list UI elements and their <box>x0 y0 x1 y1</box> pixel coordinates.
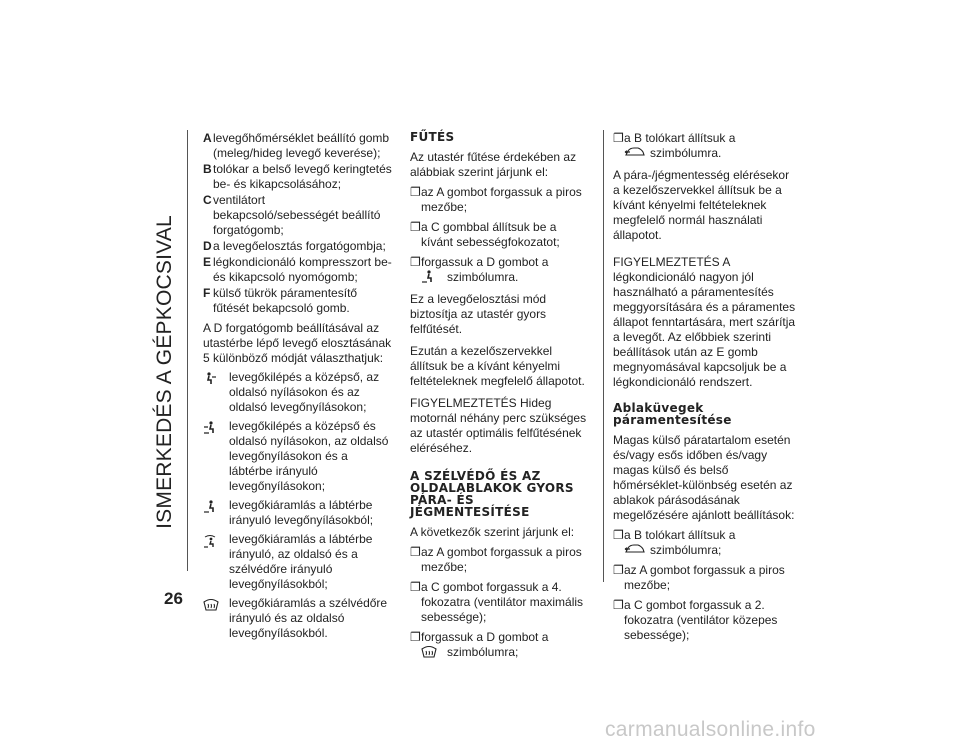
recirc-bullet-top: ❐ a B tolókart állítsuk a <box>613 131 736 145</box>
futes-bullet-2: ❐ a C gombbal állítsuk be a kívánt sebességfokozatot; <box>410 220 560 249</box>
bullet-box-icon: ❐ <box>613 563 624 577</box>
futes-para-2: Ezután a kezelőszervekkel állítsuk be a kívánt kényelmi feltételeknek megfelelő állapotot. <box>410 344 585 388</box>
ablak-bullet-1: ❐ a B tolókart állítsuk a <box>613 528 736 542</box>
fresh-air-car-icon <box>624 146 650 161</box>
szelvedo-bullet-3: ❐ forgassuk a D gombot a <box>410 630 549 644</box>
bullet-box-icon: ❐ <box>410 220 421 234</box>
bullet-box-icon: ❐ <box>613 528 624 542</box>
futes-symbol-line: szimbólumra. <box>410 270 590 285</box>
watermark-text: carmanualsonline.info <box>605 718 816 741</box>
col3-para-1: A pára-/jégmentesség elérésekor a kezelőszervekkel állítsuk be a kívánt kényelmi feltételeknek megfelelő normál használati állapotot. <box>613 168 790 242</box>
recirc-symbol-line-top: szimbólumra. <box>613 146 796 161</box>
szelvedo-bullet-1: ❐ az A gombot forgassuk a piros mezőbe; <box>410 545 582 574</box>
windshield-defrost-icon <box>421 645 447 660</box>
bullet-box-icon: ❐ <box>410 580 421 594</box>
ablak-para: Magas külső páratartalom esetén és/vagy esős időben és/vagy magas külső és belső hőmérséklet-különbség esetén az ablakok párásodásának megelőzésére ajánlott beállítások: <box>613 433 795 522</box>
mode-item-face: levegőkilépés a középső, az oldalsó nyílásokon és az oldalsó levegőnyílásokon; <box>203 370 393 415</box>
windshield-defrost-icon <box>203 596 229 641</box>
szelvedo-intro: A következők szerint járjunk el: <box>410 525 575 539</box>
szelvedo-symbol-line: szimbólumra; <box>410 645 590 660</box>
legend-item-e: E légkondicionáló kompresszort be- és kikapcsoló nyomógomb; <box>203 255 392 284</box>
heading-ablak: Ablaküvegek páramentesítése <box>613 401 732 427</box>
column-divider-right <box>603 130 604 582</box>
column-divider-left <box>187 130 188 571</box>
column-1 <box>203 131 393 641</box>
legend-item-f: F külső tükrök páramentesítő fűtését bekapcsoló gomb. <box>203 286 358 315</box>
ablak-bullet-3: ❐ a C gombot forgassuk a 2. fokozatra (ventilátor közepes sebessége); <box>613 598 778 642</box>
column-2 <box>410 131 590 660</box>
fresh-air-car-icon <box>624 543 650 558</box>
bullet-box-icon: ❐ <box>410 630 421 644</box>
bullet-box-icon: ❐ <box>410 545 421 559</box>
futes-bullet-1: ❐ az A gombot forgassuk a piros mezőbe; <box>410 185 582 214</box>
legend-item-d: D a levegőelosztás forgatógombja; <box>203 239 386 253</box>
futes-para-1: Ez a levegőelosztási mód biztosítja az utastér gyors felfűtését. <box>410 292 547 336</box>
chapter-side-title: ISMERKEDÉS A GÉPKOCSIVAL <box>153 215 176 529</box>
szelvedo-bullet-2: ❐ a C gombot forgassuk a 4. fokozatra (ventilátor maximális sebessége); <box>410 580 584 624</box>
mode-item-face-feet: levegőkilépés a középső és oldalsó nyílásokon, az oldalsó levegőnyílásokon és a lábtérbe irányuló levegőnyílásokon; <box>203 419 393 494</box>
legend-item-a: A levegőhőmérséklet beállító gomb (meleg/hideg levegő keverése); <box>203 131 390 160</box>
vent-face-icon <box>203 370 229 415</box>
futes-bullet-3: ❐ forgassuk a D gombot a <box>410 255 549 269</box>
distribution-intro: A D forgatógomb beállításával az utastérbe lépő levegő elosztásának 5 különböző módját választhatjuk: <box>203 321 392 365</box>
legend-item-b: B tolókar a belső levegő keringtetés be- és kikapcsolásához; <box>203 162 392 191</box>
bullet-box-icon: ❐ <box>613 598 624 612</box>
mode-item-feet: levegőkiáramlás a lábtérbe irányuló levegőnyílásokból; <box>203 498 393 528</box>
heading-futes: FŰTÉS <box>410 130 455 144</box>
bullet-box-icon: ❐ <box>613 131 624 145</box>
page-number: 26 <box>164 589 183 608</box>
bullet-box-icon: ❐ <box>410 255 421 269</box>
col3-warning: FIGYELMEZTETÉS A légkondicionáló nagyon jól használható a páramentesítés meggyorsítására és a páramentes állapot fenntartására, mert szárítja a levegőt. Az előbbiek szerinti beállítások után az E gomb megnyomásával kapcsoljuk be a légkondicionáló rendszert. <box>613 255 796 389</box>
heading-szelvedo: A SZÉLVÉDŐ ÉS AZ OLDALABLAKOK GYORS PÁRA- ÉS JÉGMENTESÍTÉSE <box>410 469 574 519</box>
vent-face-feet-icon <box>203 419 229 494</box>
bullet-box-icon: ❐ <box>410 185 421 199</box>
vent-feet-icon <box>421 270 447 285</box>
ablak-bullet-2: ❐ az A gombot forgassuk a piros mezőbe; <box>613 563 785 592</box>
mode-item-feet-defrost: levegőkiáramlás a lábtérbe irányuló, az oldalsó és a szélvédőre irányuló levegőnyílásokból; <box>203 532 393 592</box>
futes-intro: Az utastér fűtése érdekében az alábbiak szerint járjunk el: <box>410 150 577 179</box>
ablak-symbol-line: szimbólumra; <box>613 543 796 558</box>
vent-feet-icon <box>203 498 229 528</box>
vent-feet-defrost-icon <box>203 532 229 592</box>
legend-item-c: C ventilátort bekapcsoló/sebességét beállító forgatógomb; <box>203 193 381 237</box>
mode-item-windshield: levegőkiáramlás a szélvédőre irányuló és az oldalsó levegőnyílásokból. <box>203 596 393 641</box>
column-3 <box>613 131 796 643</box>
futes-warning: FIGYELMEZTETÉS Hideg motornál néhány perc szükséges az utastér optimális felfűtésének eléréséhez. <box>410 396 587 455</box>
